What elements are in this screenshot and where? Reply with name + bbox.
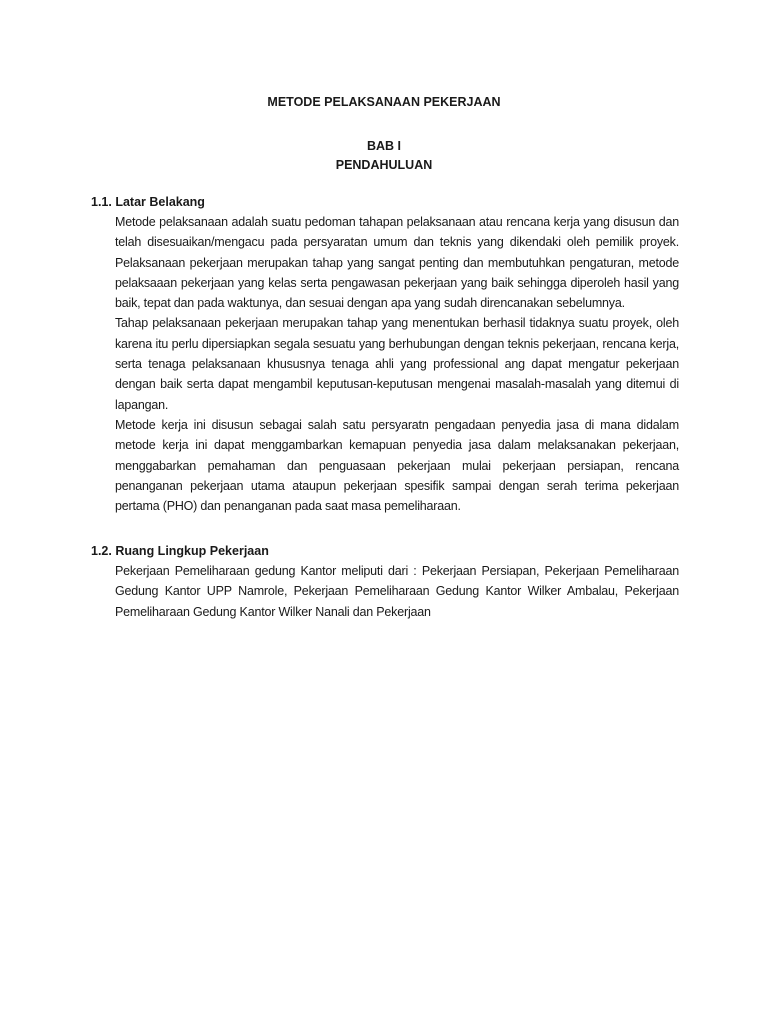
paragraph-line: Metode kerja ini disusun sebagai salah satu persyaratn pengadaan penyedia jasa di mana didalam [115, 417, 679, 432]
paragraph-line: dengan baik serta dapat mengambil keputusan-keputusan mengenai masalah-masalah yang ditemui di [115, 377, 679, 392]
paragraph-line: Tahap pelaksanaan pekerjaan merupakan tahap yang menentukan berhasil tidaknya suatu proyek, oleh [115, 316, 679, 331]
paragraph-line: Pemeliharaan Gedung Kantor Wilker Nanali dan Pekerjaan [115, 604, 431, 619]
document-title: METODE PELAKSANAAN PEKERJAAN [267, 95, 501, 109]
paragraph-line: baik, tepat dan pada waktunya, dan sesuai dengan apa yang sudah direncanakan sebelumnya. [115, 296, 625, 311]
paragraph-line: telah disesuaikan/mengacu pada persyaratan umum dan teknis yang dikendaki oleh pemilik proyek. [115, 235, 679, 250]
paragraph-line: Pelaksanaan pekerjaan merupakan tahap yang sangat penting dan membutuhkan pengaturan, metode [115, 255, 679, 270]
paragraph-line: Gedung Kantor UPP Namrole, Pekerjaan Pemeliharaan Gedung Kantor Wilker Ambalau, Pekerjaan [115, 584, 679, 599]
paragraph-line: pelaksaaan pekerjaan yang kelas serta pengawasan pekerjaan yang baik sehingga diperoleh hasil yang [115, 275, 679, 290]
section-body-ruang-lingkup [115, 561, 679, 622]
section-body-latar-belakang [115, 212, 679, 516]
paragraph-line: penanganan pekerjaan utama ataupun pekerjaan spesifik sampai dengan serah terima pekerjaan [115, 478, 679, 493]
paragraph-line: karena itu perlu dipersiapkan segala sesuatu yang berhubungan dengan teknis pekerjaan, rencana kerja, [115, 336, 679, 351]
paragraph-line: lapangan. [115, 397, 169, 412]
paragraph-line: serta tenaga pelaksanaan khususnya tenaga ahli yang professional ang dapat mengatur pekerjaan [115, 357, 679, 372]
paragraph-line: menggabarkan pemahaman dan penguasaan pekerjaan mulai pekerjaan persiapan, rencana [115, 458, 679, 473]
paragraph-line: Metode pelaksanaan adalah suatu pedoman tahapan pelaksanaan atau rencana kerja yang disusun dan [115, 215, 679, 229]
section-heading-ruang-lingkup: 1.2. Ruang Lingkup Pekerjaan [91, 544, 269, 558]
section-heading-latar-belakang: 1.1. Latar Belakang [91, 195, 205, 209]
paragraph-line: pertama (PHO) dan penanganan pada saat masa pemeliharaan. [115, 499, 461, 514]
chapter-title: PENDAHULUAN [335, 158, 433, 172]
paragraph-line: Pekerjaan Pemeliharaan gedung Kantor meliputi dari : Pekerjaan Persiapan, Pekerjaan Pemeliharaan [115, 564, 679, 578]
paragraph-line: metode kerja ini dapat menggambarkan kemapuan penyedia jasa dalam melaksanakan pekerjaan, [115, 438, 679, 453]
chapter-number: BAB I [366, 139, 402, 153]
